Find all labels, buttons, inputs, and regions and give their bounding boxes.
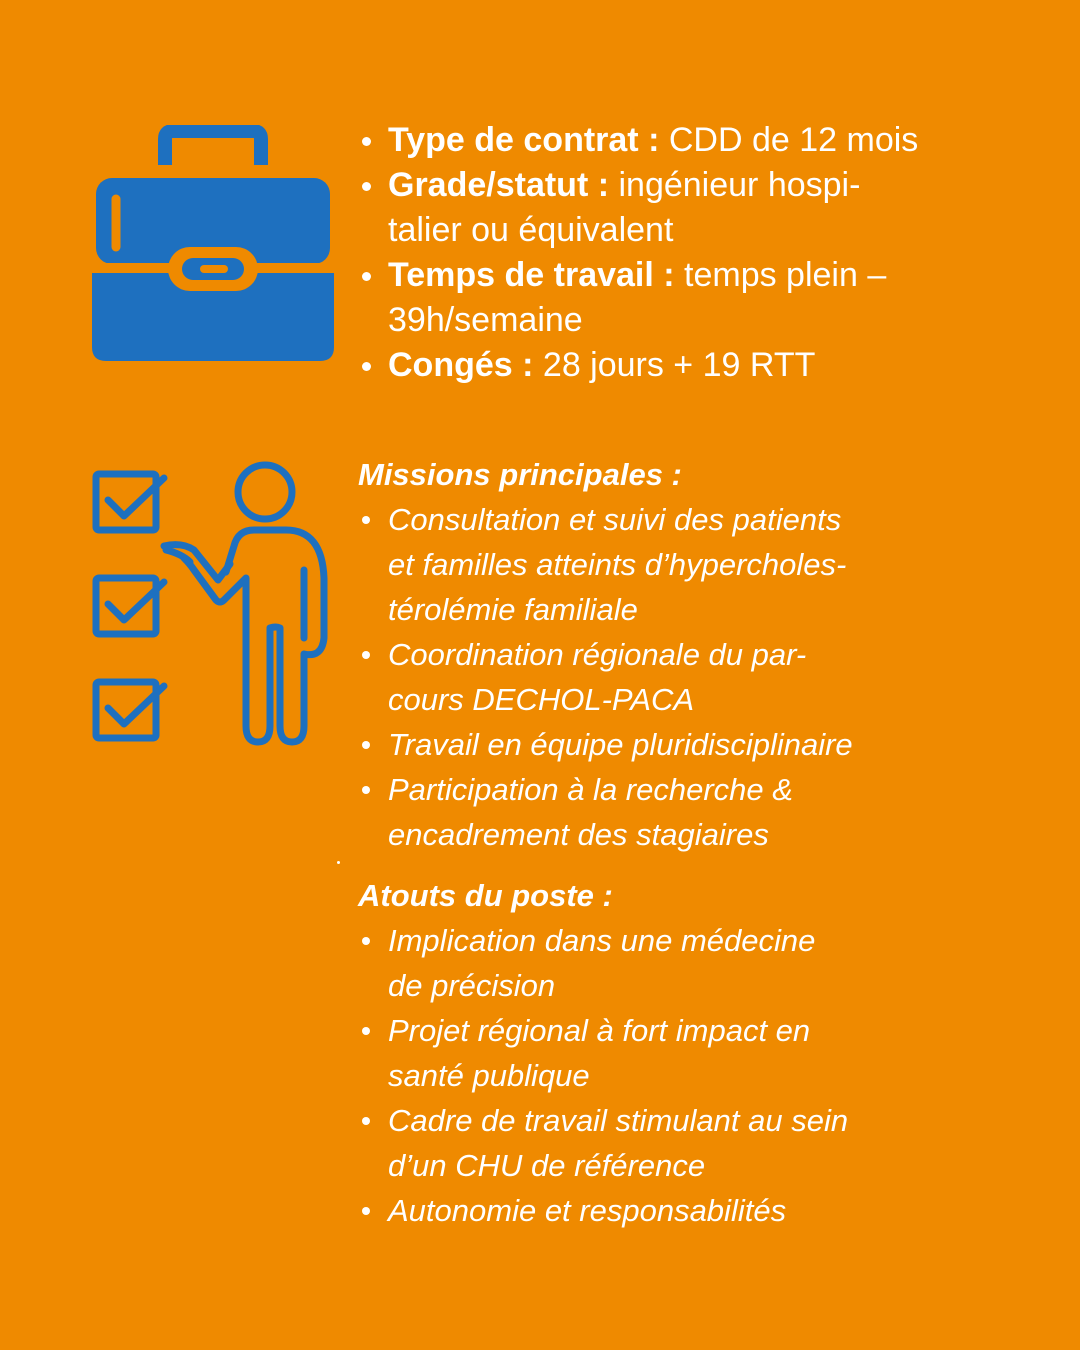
atouts-section [358,873,1038,1233]
list-item [358,497,1038,632]
briefcase-icon [88,125,338,365]
list-item [358,118,1038,163]
atout-1-line-2: de précision [388,968,556,1003]
atouts-title: Atouts du poste : [358,878,613,913]
grade-value-line-2: talier ou équivalent [388,211,674,249]
work-time-value-line-1: temps plein – [674,256,887,294]
mission-4-line-1: Participation à la recherche & [388,772,793,807]
atouts-list [358,918,1038,1233]
stray-dot [337,861,340,864]
mission-3-line-1: Travail en équipe pluridisciplinaire [388,727,853,762]
atout-1-line-1: Implication dans une médecine [388,923,816,958]
list-item [358,1188,1038,1233]
mission-2-line-1: Coordination régionale du par- [388,637,807,672]
mission-1-line-1: Consultation et suivi des patients [388,502,842,537]
mission-1-line-3: térolémie familiale [388,592,638,627]
missions-list [358,497,1038,857]
list-item [358,918,1038,1008]
grade-label: Grade/statut : [388,166,610,204]
contract-type-label: Type de contrat : [388,121,660,159]
atout-2-line-2: santé publique [388,1058,590,1093]
leave-label: Congés : [388,346,534,384]
list-item [358,632,1038,722]
list-item [358,343,1038,388]
list-item [358,1008,1038,1098]
presenter-checklist-icon [86,458,336,750]
mission-2-line-2: cours DECHOL-PACA [388,682,695,717]
contract-list [358,118,1038,388]
contract-type-value: CDD de 12 mois [668,121,919,159]
mission-1-line-2: et familles atteints d’hypercholes- [388,547,847,582]
atout-3-line-1: Cadre de travail stimulant au sein [388,1103,849,1138]
list-item [358,767,1038,857]
work-time-value-line-2: 39h/semaine [388,301,583,339]
list-item [358,163,1038,253]
grade-value-line-1: ingénieur hospi- [609,166,861,204]
list-item [358,722,1038,767]
leave-value: 28 jours + 19 RTT [542,346,816,384]
atout-3-line-2: d’un CHU de référence [388,1148,706,1183]
work-time-label: Temps de travail : [388,256,675,294]
atout-2-line-1: Projet régional à fort impact en [388,1013,811,1048]
atout-4-line-1: Autonomie et responsabilités [388,1193,787,1228]
contract-details [358,118,1038,388]
list-item [358,253,1038,343]
missions-section [358,452,1038,857]
mission-4-line-2: encadrement des stagiaires [388,817,769,852]
missions-title: Missions principales : [358,457,682,492]
list-item [358,1098,1038,1188]
